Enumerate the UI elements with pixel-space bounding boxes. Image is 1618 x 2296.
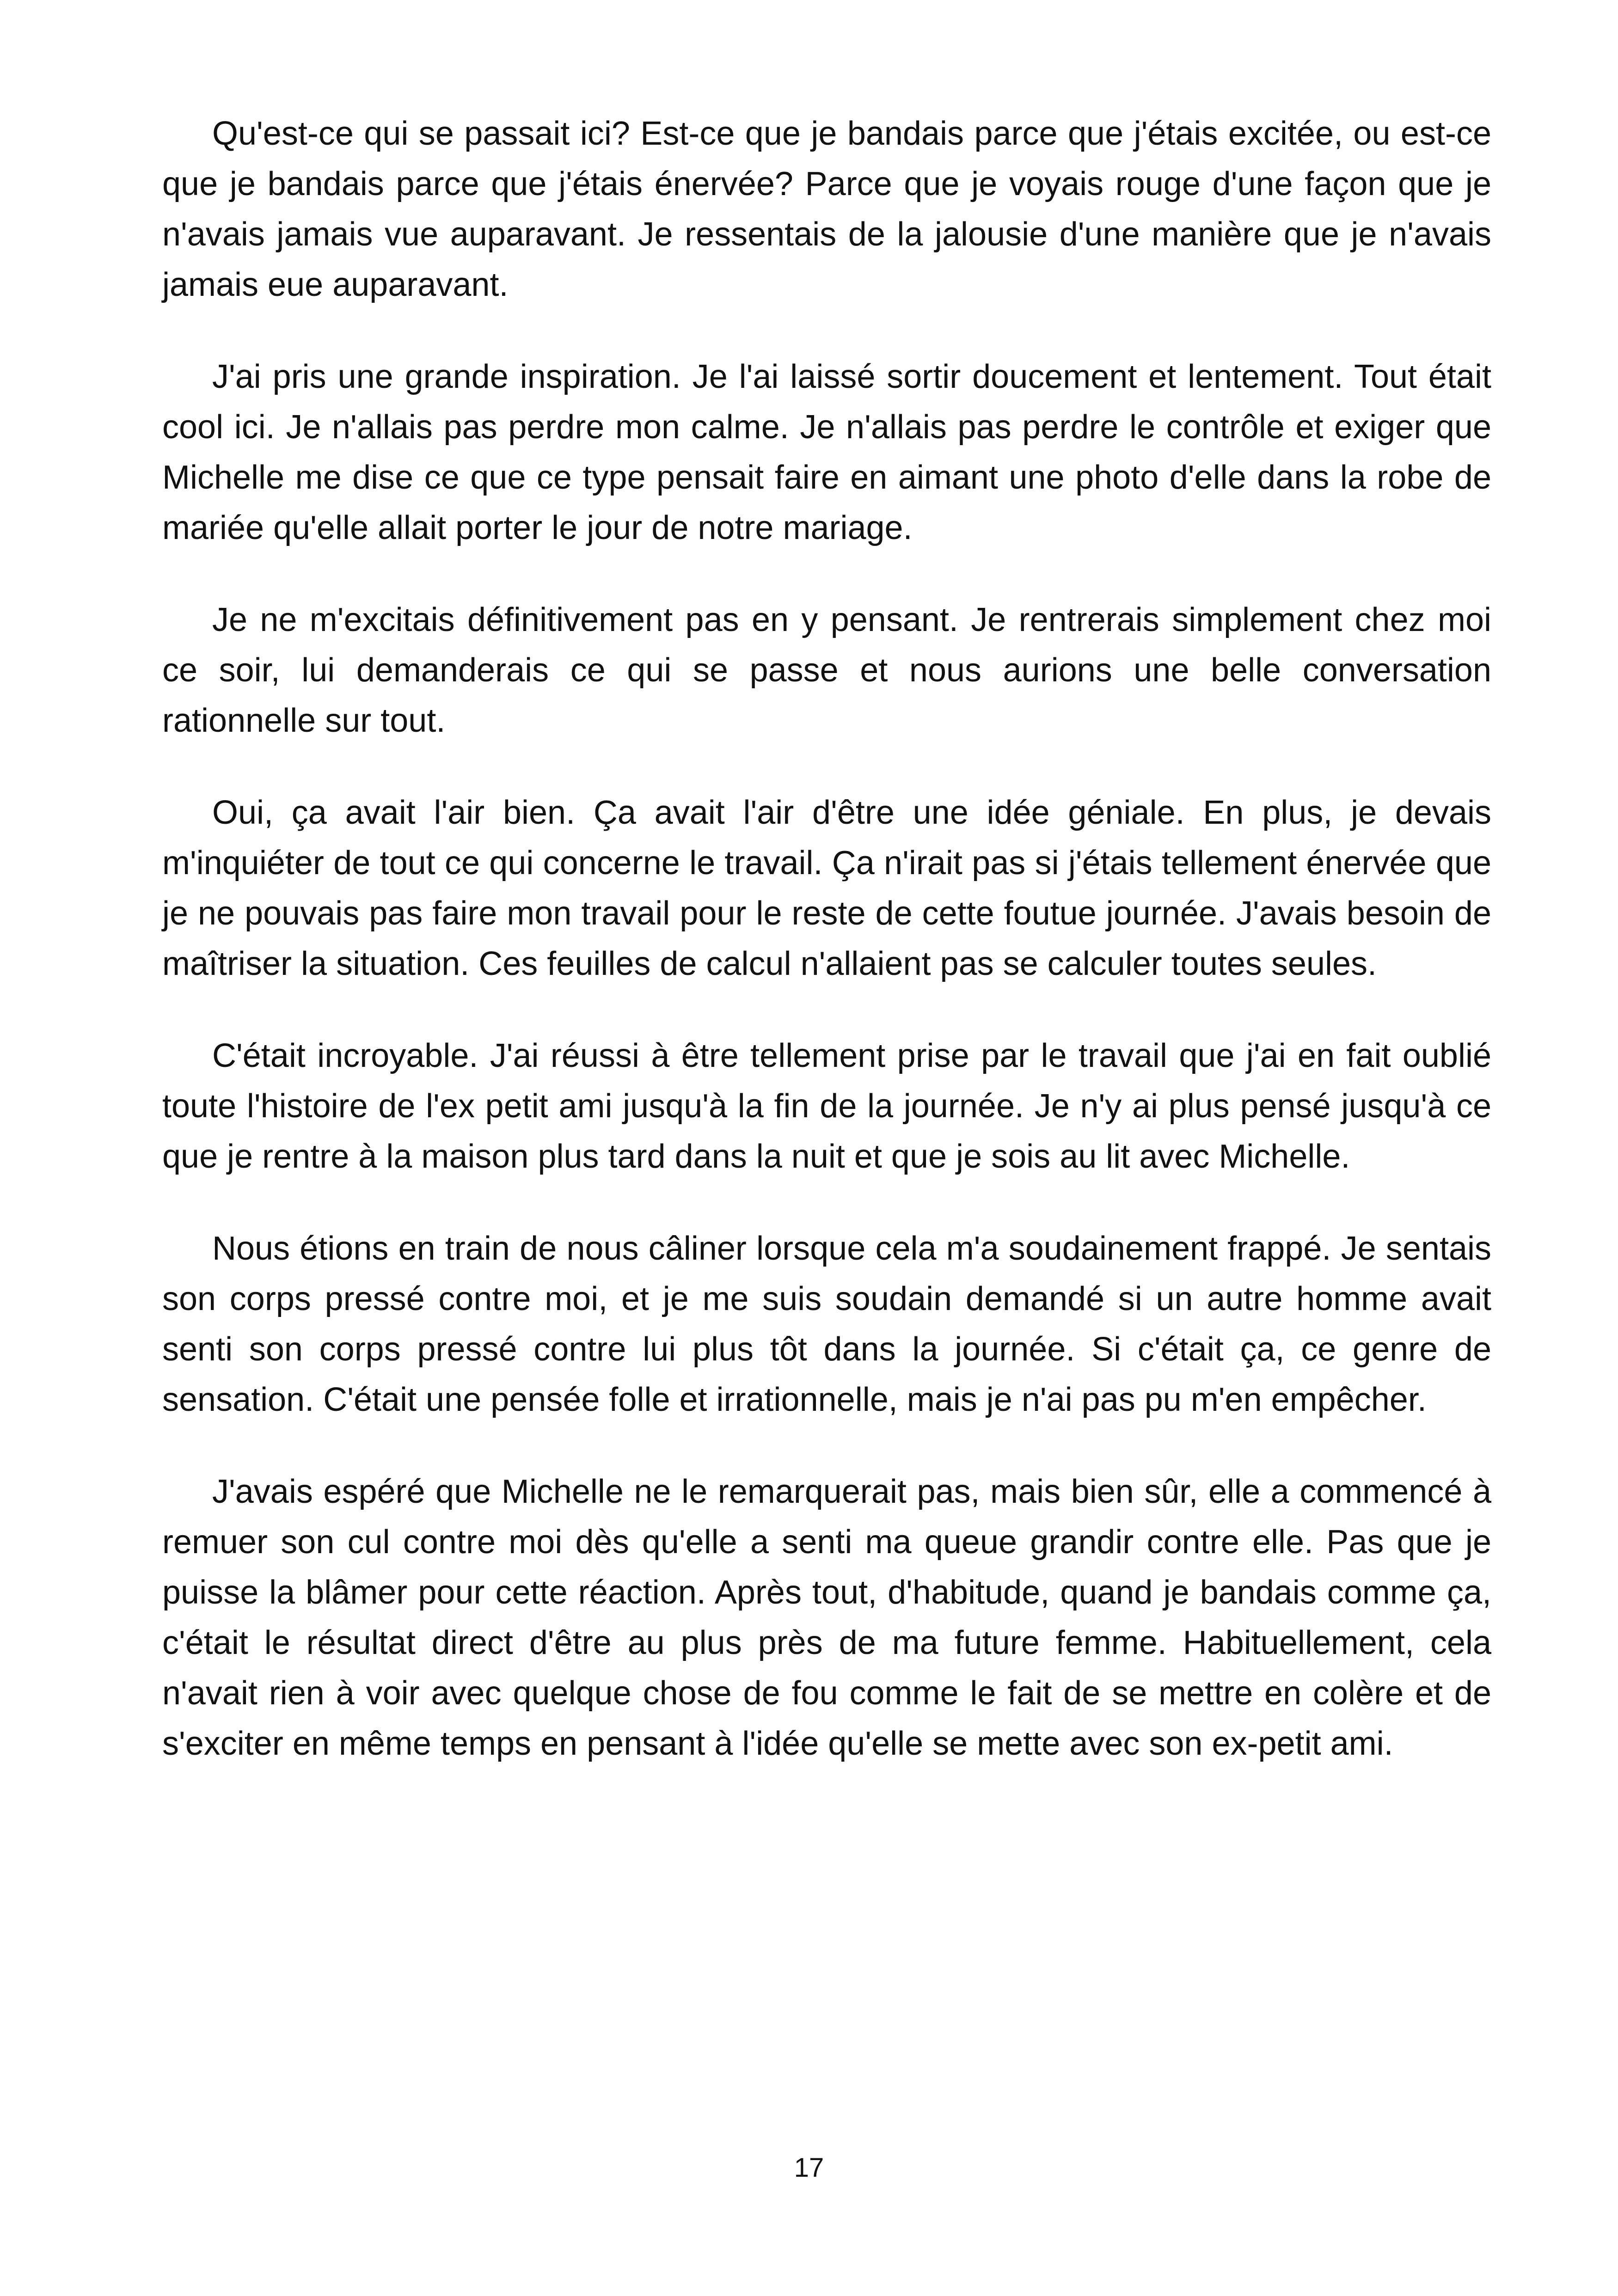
paragraph-2: J'ai pris une grande inspiration. Je l'ai laissé sortir doucement et lentement. Tout était cool ici. Je n'allais pas perdre mon calme. Je n'allais pas perdre le contrôle et exiger que Michelle me dise ce que ce type pensait faire en aimant une photo d'elle dans la robe de mariée qu'elle allait porter le jour de notre mariage.: [162, 358, 1491, 546]
paragraph-3: Je ne m'excitais définitivement pas en y pensant. Je rentrerais simplement chez moi ce soir, lui demanderais ce qui se passe et nous aurions une belle conversation rationnelle sur tout.: [162, 601, 1491, 739]
paragraph-1: Qu'est-ce qui se passait ici? Est-ce que je bandais parce que j'étais excitée, ou est-ce que je bandais parce que j'étais énervée? Parce que je voyais rouge d'une façon que je n'avais jamais vue auparavant. Je ressentais de la jalousie d'une manière que je n'avais jamais eue auparavant.: [162, 115, 1491, 303]
body-text: [162, 109, 1491, 1811]
paragraph-6: Nous étions en train de nous câliner lorsque cela m'a soudainement frappé. Je sentais son corps pressé contre moi, et je me suis soudain demandé si un autre homme avait senti son corps pressé contre lui plus tôt dans la journée. Si c'était ça, ce genre de sensation. C'était une pensée folle et irrationnelle, mais je n'ai pas pu m'en empêcher.: [162, 1230, 1491, 1418]
page-number: 17: [794, 2153, 824, 2183]
paragraph-7: J'avais espéré que Michelle ne le remarquerait pas, mais bien sûr, elle a commencé à remuer son cul contre moi dès qu'elle a senti ma queue grandir contre elle. Pas que je puisse la blâmer pour cette réaction. Après tout, d'habitude, quand je bandais comme ça, c'était le résultat direct d'être au plus près de ma future femme. Habituellement, cela n'avait rien à voir avec quelque chose de fou comme le fait de se mettre en colère et de s'exciter en même temps en pensant à l'idée qu'elle se mette avec son ex-petit ami.: [162, 1473, 1491, 1762]
paragraph-5: C'était incroyable. J'ai réussi à être tellement prise par le travail que j'ai en fait oublié toute l'histoire de l'ex petit ami jusqu'à la fin de la journée. Je n'y ai plus pensé jusqu'à ce que je rentre à la maison plus tard dans la nuit et que je sois au lit avec Michelle.: [162, 1037, 1491, 1175]
paragraph-4: Oui, ça avait l'air bien. Ça avait l'air d'être une idée géniale. En plus, je devais m'inquiéter de tout ce qui concerne le travail. Ça n'irait pas si j'étais tellement énervée que je ne pouvais pas faire mon travail pour le reste de cette foutue journée. J'avais besoin de maîtriser la situation. Ces feuilles de calcul n'allaient pas se calculer toutes seules.: [162, 794, 1491, 982]
